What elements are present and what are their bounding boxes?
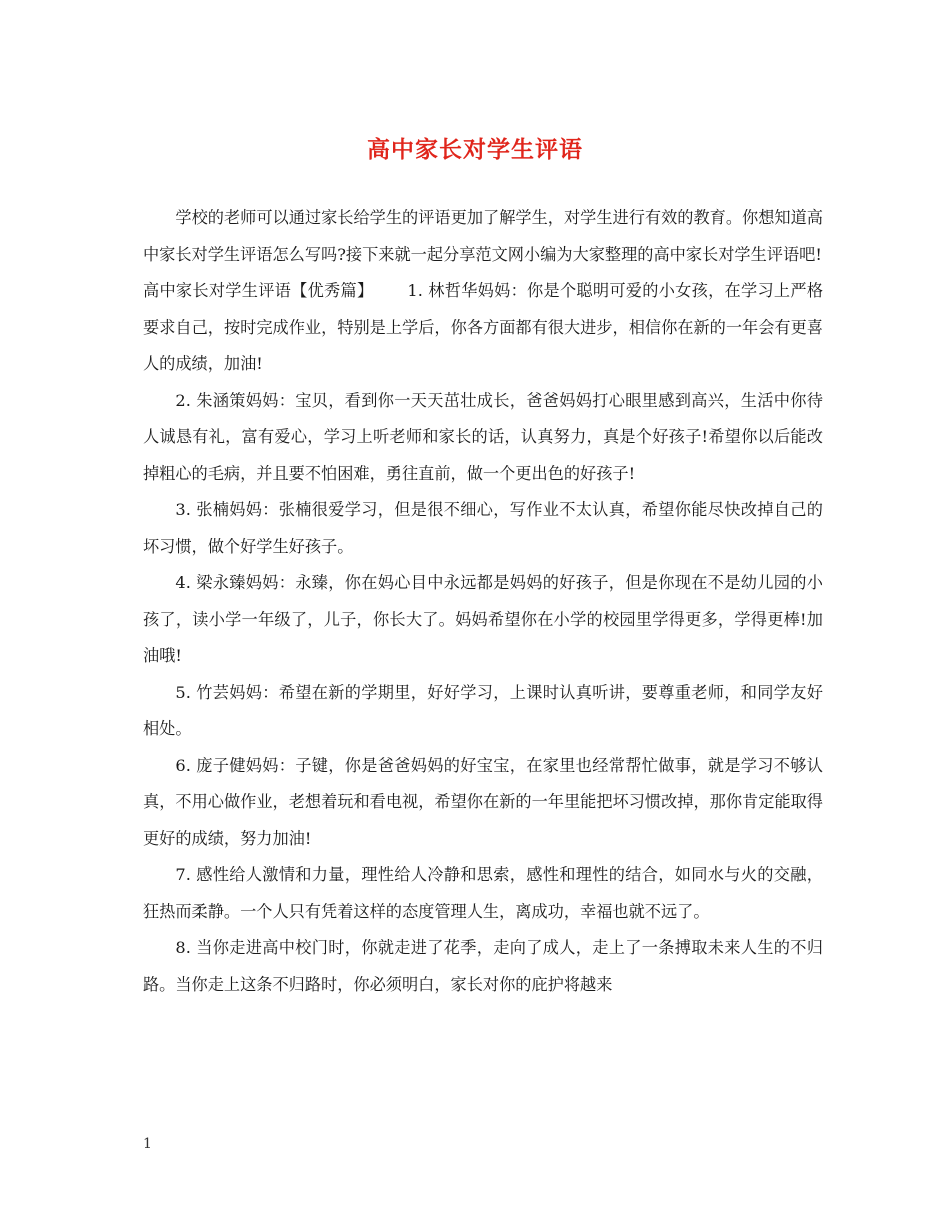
document-title: 高中家长对学生评语 xyxy=(367,136,583,163)
comment-item-6: 6. 庞子健妈妈：子键，你是爸爸妈妈的好宝宝，在家里也经常帮忙做事，就是学习不够认真，不用心做作业，老想着玩和看电视，希望你在新的一年里能把坏习惯改掉，那你肯定能取得更好的成绩，努力加油! xyxy=(143,755,823,848)
section-paragraph xyxy=(143,273,823,383)
page-number: 1 xyxy=(143,1136,152,1152)
document-body xyxy=(143,200,823,1003)
comment-item-4: 4. 梁永臻妈妈：永臻，你在妈心目中永远都是妈妈的好孩子，但是你现在不是幼儿园的小孩了，读小学一年级了，儿子，你长大了。妈妈希望你在小学的校园里学得更多，学得更棒!加油哦! xyxy=(143,573,823,665)
section-heading: 高中家长对学生评语【优秀篇】 xyxy=(143,281,374,300)
comment-item-5: 5. 竹芸妈妈：希望在新的学期里，好好学习，上课时认真听讲，要尊重老师，和同学友好相处。 xyxy=(143,682,823,738)
comment-item-7: 7. 感性给人激情和力量，理性给人冷静和思索，感性和理性的结合，如同水与火的交融，狂热而柔静。一个人只有凭着这样的态度管理人生，离成功，幸福也就不远了。 xyxy=(143,865,823,921)
intro-paragraph: 学校的老师可以通过家长给学生的评语更加了解学生，对学生进行有效的教育。你想知道高中家长对学生评语怎么写吗?接下来就一起分享范文网小编为大家整理的高中家长对学生评语吧! xyxy=(143,208,823,264)
comment-item-1: 1. 林哲华妈妈：你是个聪明可爱的小女孩，在学习上严格要求自己，按时完成作业，特别是上学后，你各方面都有很大进步，相信你在新的一年会有更喜人的成绩，加油! xyxy=(143,281,824,373)
comment-item-3: 3. 张楠妈妈：张楠很爱学习，但是很不细心，写作业不太认真，希望你能尽快改掉自己的坏习惯，做个好学生好孩子。 xyxy=(143,500,823,556)
comment-item-2: 2. 朱涵策妈妈：宝贝，看到你一天天茁壮成长，爸爸妈妈打心眼里感到高兴，生活中你待人诚恳有礼，富有爱心，学习上听老师和家长的话，认真努力，真是个好孩子!希望你以后能改掉粗心的毛病，并且要不怕困难，勇往直前，做一个更出色的好孩子! xyxy=(143,390,823,483)
comment-item-8: 8. 当你走进高中校门时，你就走进了花季，走向了成人，走上了一条搏取未来人生的不归路。当你走上这条不归路时，你必须明白，家长对你的庇护将越来 xyxy=(143,938,823,994)
